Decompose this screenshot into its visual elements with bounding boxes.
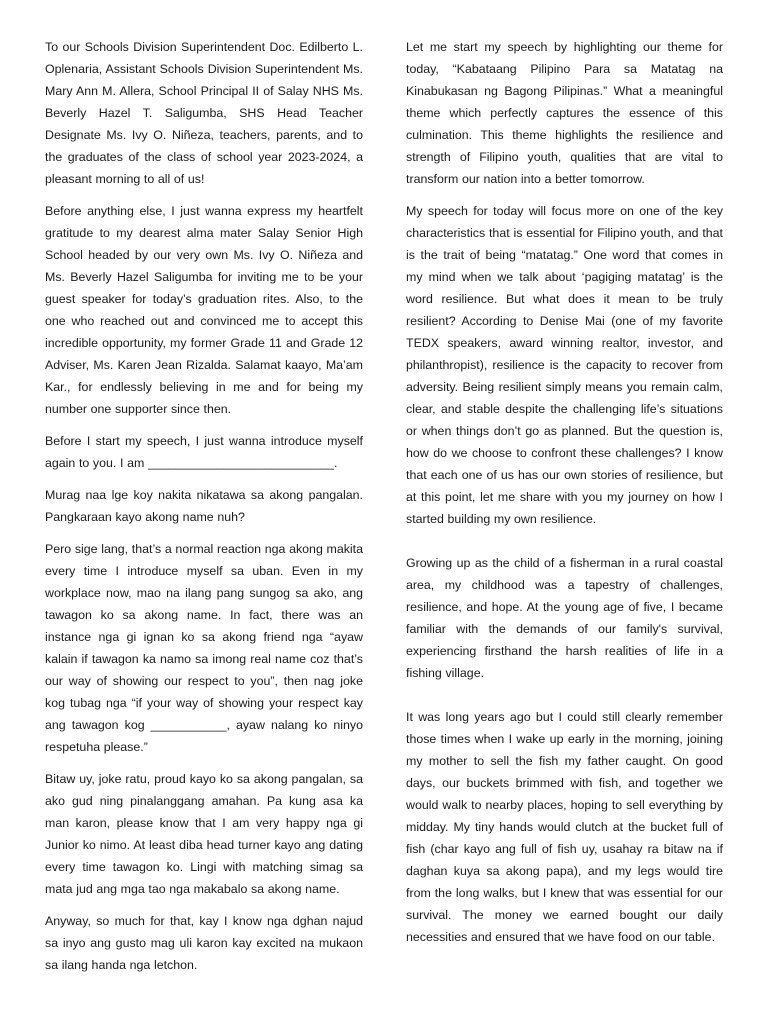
name-anecdote-paragraph: Pero sige lang, that’s a normal reaction nga akong makita every time I introduce myself sa uban. Even in my workplace now, mao na ilang pang sungog sa ako, ang tawagon ko sa akong name. In fact, there was an instance nga gi ignan ko sa akong friend nga “ayaw kalain if tawagon ka namo sa imong real name coz that’s our way of showing our respect to you”, then nag joke kog tubag nga “if your way of showing your respect kay ang tawagon kog ___________, ayaw nalang ko ninyo respetuha please.”	[45, 542, 363, 754]
right-column	[406, 36, 723, 958]
greeting-paragraph: To our Schools Division Superintendent Doc. Edilberto L. Oplenaria, Assistant Schools Division Superintendent Ms. Mary Ann M. Allera, School Principal II of Salay NHS Ms. Beverly Hazel T. Saligumba, SHS Head Teacher Designate Ms. Ivy O. Niñeza, teachers, parents, and to the graduates of the class of school year 2023-2024, a pleasant morning to all of us!	[45, 40, 363, 186]
introduction-paragraph: Before I start my speech, I just wanna introduce myself again to you. I am ___________________________.	[45, 434, 363, 470]
left-column	[45, 36, 363, 986]
gratitude-paragraph: Before anything else, I just wanna express my heartfelt gratitude to my dearest alma mater Salay Senior High School headed by our very own Ms. Ivy O. Niñeza and Ms. Beverly Hazel Saligumba for inviting me to be your guest speaker for today’s graduation rites. Also, to the one who reached out and convinced me to accept this incredible opportunity, my former Grade 11 and Grade 12 Adviser, Ms. Karen Jean Rizalda. Salamat kaayo, Ma’am Kar., for endlessly believing in me and for being my number one supporter since then.	[45, 204, 363, 416]
transition-paragraph: Anyway, so much for that, kay I know nga dghan najud sa inyo ang gusto mag uli karon kay excited na mukaon sa ilang handa nga letchon.	[45, 914, 363, 972]
name-reaction-paragraph: Murag naa lge koy nakita nikatawa sa akong pangalan. Pangkaraan kayo akong name nuh?	[45, 488, 363, 524]
name-pride-paragraph: Bitaw uy, joke ratu, proud kayo ko sa akong pangalan, sa ako gud ning pinalanggang amahan. Pa kung asa ka man karon, please know that I am very happy nga gi Junior ko nimo. At least diba head turner kayo ang dating every time tawagon ko. Lingi with matching simag sa mata jud ang mga tao nga makabalo sa akong name.	[45, 772, 363, 896]
theme-paragraph: Let me start my speech by highlighting our theme for today, “Kabataang Pilipino Para sa Matatag na Kinabukasan ng Bagong Pilipinas.” What a meaningful theme which perfectly captures the essence of this culmination. This theme highlights the resilience and strength of Filipino youth, qualities that are vital to transform our nation into a better tomorrow.	[406, 40, 723, 186]
resilience-paragraph: My speech for today will focus more on one of the key characteristics that is essential for Filipino youth, and that is the trait of being “matatag.” One word that comes in my mind when we talk about ‘pagiging matatag’ is the word resilience. But what does it mean to be truly resilient? According to Denise Mai (one of my favorite TEDX speakers, award winning realtor, investor, and philanthropist), resilience is the capacity to recover from adversity. Being resilient simply means you remain calm, clear, and stable despite the challenging life’s situations or when things don’t go as planned. But the question is, how do we choose to confront these challenges? I know that each one of us has our own stories of resilience, but at this point, let me share with you my journey on how I started building my own resilience.	[406, 204, 723, 526]
childhood-paragraph: Growing up as the child of a fisherman in a rural coastal area, my childhood was a tapestry of challenges, resilience, and hope. At the young age of five, I became familiar with the demands of our family's survival, experiencing firsthand the harsh realities of life in a fishing village.	[406, 556, 723, 680]
memory-paragraph: It was long years ago but I could still clearly remember those times when I wake up early in the morning, joining my mother to sell the fish my father caught. On good days, our buckets brimmed with fish, and together we would walk to nearby places, hoping to sell everything by midday. My tiny hands would clutch at the bucket full of fish (char kayo ang full of fish uy, usahay ra bitaw na if daghan kuya sa akong papa), and my legs would tire from the long walks, but I knew that was essential for our survival. The money we earned bought our daily necessities and ensured that we have food on our table.	[406, 710, 723, 944]
